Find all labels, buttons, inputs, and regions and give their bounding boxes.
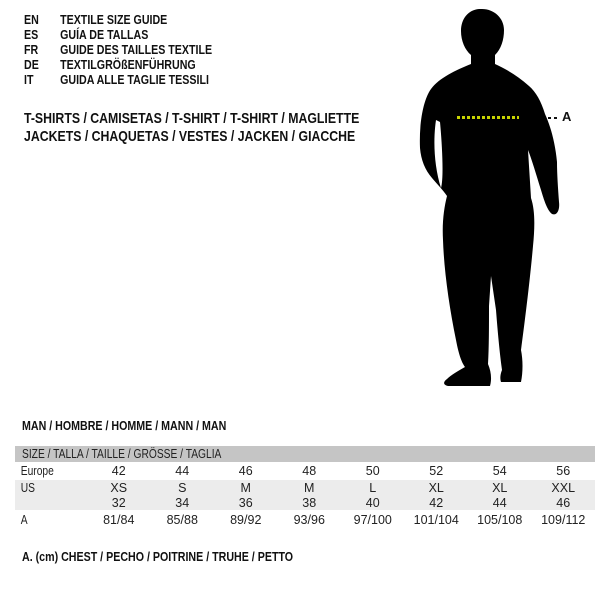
measurement-footnote <box>22 549 353 564</box>
size-table-header <box>15 446 595 462</box>
category-line-tshirts: T-SHIRTS / CAMISETAS / T-SHIRT / T-SHIRT / MAGLIETTE <box>24 110 360 128</box>
row-label: A <box>20 512 28 527</box>
language-code: DE <box>24 57 39 72</box>
measure-label-a: A <box>562 109 572 124</box>
category-titles <box>24 110 433 145</box>
category-line-jackets: JACKETS / CHAQUETAS / VESTES / JACKEN / GIACCHE <box>24 127 356 145</box>
size-cell: XL <box>492 480 508 495</box>
language-label: TEXTILGRÖßENFÜHRUNG <box>60 57 196 72</box>
table-row-us-numeric <box>15 495 595 510</box>
section-title-text: MAN / HOMBRE / HOMME / MANN / MAN <box>22 418 227 433</box>
size-cell: 56 <box>556 464 571 478</box>
size-table <box>15 446 595 529</box>
size-cell: S <box>178 480 187 495</box>
size-cell: 48 <box>302 464 317 478</box>
chest-measure-line <box>457 116 519 119</box>
table-row-chest-a <box>15 510 595 529</box>
size-table-header-text: SIZE / TALLA / TAILLE / GRÖSSE / TAGLIA <box>22 447 222 461</box>
language-row <box>24 57 212 72</box>
size-cell: 105/108 <box>477 512 523 527</box>
size-cell: 50 <box>365 464 380 478</box>
size-cell: 85/88 <box>166 512 198 527</box>
size-cell: 101/104 <box>413 512 459 527</box>
language-label: GUÍA DE TALLAS <box>60 27 149 42</box>
language-label: GUIDA ALLE TAGLIE TESSILI <box>60 72 209 87</box>
size-cell: 89/92 <box>230 512 262 527</box>
size-cell: XXL <box>551 480 576 495</box>
size-cell: 46 <box>556 495 571 510</box>
size-cell: 36 <box>238 495 253 510</box>
man-silhouette-svg <box>418 8 562 388</box>
man-silhouette <box>418 8 562 388</box>
size-cell: 109/112 <box>541 512 586 527</box>
row-label: Europe <box>20 464 54 478</box>
table-row-us <box>15 480 595 495</box>
size-cell: 42 <box>429 495 444 510</box>
size-cell: 32 <box>111 495 126 510</box>
size-cell: 44 <box>175 464 190 478</box>
language-label: GUIDE DES TAILLES TEXTILE <box>60 42 213 57</box>
size-cell: M <box>304 480 315 495</box>
language-row <box>24 27 212 42</box>
language-code: IT <box>24 72 34 87</box>
measurement-footnote-text: A. (cm) CHEST / PECHO / POITRINE / TRUHE / PETTO <box>22 549 294 564</box>
row-label: US <box>20 480 35 495</box>
size-cell: 81/84 <box>103 512 135 527</box>
size-cell: 34 <box>175 495 190 510</box>
size-cell: L <box>369 480 377 495</box>
language-list <box>24 12 253 87</box>
language-code: FR <box>24 42 39 57</box>
size-cell: XL <box>428 480 444 495</box>
size-cell: 93/96 <box>293 512 325 527</box>
size-cell: XS <box>110 480 128 495</box>
size-cell: 97/100 <box>353 512 392 527</box>
language-code: ES <box>24 27 39 42</box>
size-cell: 46 <box>238 464 253 478</box>
measure-callout-dashes <box>548 117 560 119</box>
language-row <box>24 72 212 87</box>
size-cell: 40 <box>365 495 380 510</box>
table-row-europe <box>15 462 595 480</box>
size-cell: 52 <box>429 464 444 478</box>
size-cell: 42 <box>111 464 126 478</box>
language-row <box>24 42 212 57</box>
size-cell: 44 <box>492 495 507 510</box>
size-cell: 38 <box>302 495 317 510</box>
size-cell: 54 <box>492 464 507 478</box>
language-code: EN <box>24 12 39 27</box>
section-title-man <box>22 418 271 433</box>
language-label: TEXTILE SIZE GUIDE <box>60 12 168 27</box>
size-cell: M <box>240 480 251 495</box>
language-row <box>24 12 212 27</box>
